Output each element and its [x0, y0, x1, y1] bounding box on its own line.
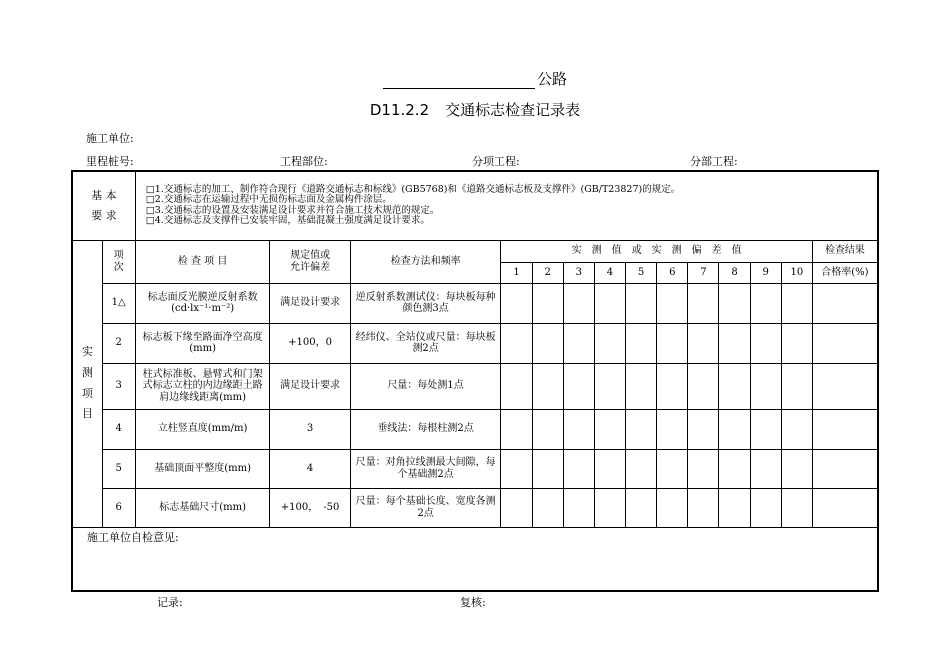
header-row-1	[72, 240, 878, 262]
road-suffix: 公路	[536, 70, 567, 88]
measured-value-cell[interactable]	[688, 323, 719, 363]
row-check-item: 柱式标准板、悬臂式和门架式标志立柱的内边缘距土路肩边缘线距离(mm)	[135, 363, 270, 409]
row-method: 逆反射系数测试仪：每块板每种颜色测3点	[350, 283, 501, 323]
measured-value-cell[interactable]	[501, 363, 532, 409]
col-header-result: 检查结果	[812, 240, 878, 262]
measured-value-cell[interactable]	[750, 449, 781, 488]
measured-value-cell[interactable]	[688, 283, 719, 323]
table-row	[72, 323, 878, 363]
self-check-opinion[interactable]: 施工单位自检意见:	[72, 527, 878, 591]
measured-value-cell[interactable]	[563, 409, 594, 449]
measured-value-cell[interactable]	[750, 363, 781, 409]
row-no: 2	[102, 323, 135, 363]
measured-value-cell[interactable]	[781, 363, 812, 409]
row-spec: 满足设计要求	[270, 363, 350, 409]
measured-value-cell[interactable]	[501, 488, 532, 527]
record-label: 记录:	[157, 596, 183, 609]
measured-value-cell[interactable]	[532, 283, 563, 323]
measured-value-cell[interactable]	[501, 283, 532, 323]
pass-rate-cell[interactable]	[812, 323, 878, 363]
measured-value-cell[interactable]	[750, 283, 781, 323]
col-header-pass-rate: 合格率(%)	[812, 262, 878, 283]
row-method: 尺量：每个基础长度、宽度各测2点	[350, 488, 501, 527]
pass-rate-cell[interactable]	[812, 283, 878, 323]
measure-number: 4	[594, 262, 625, 283]
pass-rate-cell[interactable]	[812, 488, 878, 527]
requirement-item[interactable]: □2.交通标志在运输过程中无损伤标志面及金属构件涂层。	[145, 194, 392, 206]
table-row	[72, 409, 878, 449]
form-code: D11.2.2	[369, 101, 430, 119]
measured-value-cell[interactable]	[719, 449, 750, 488]
measured-value-cell[interactable]	[532, 449, 563, 488]
row-spec: +100，0	[270, 323, 350, 363]
measured-value-cell[interactable]	[563, 488, 594, 527]
measured-value-cell[interactable]	[563, 323, 594, 363]
measured-value-cell[interactable]	[626, 323, 657, 363]
row-spec: 3	[270, 409, 350, 449]
table-row	[72, 488, 878, 527]
measured-value-cell[interactable]	[719, 363, 750, 409]
measured-value-cell[interactable]	[750, 488, 781, 527]
measured-value-cell[interactable]	[594, 283, 625, 323]
measure-number: 2	[532, 262, 563, 283]
section-label-measured-items: 实 测 项 目	[72, 240, 102, 527]
col-header-method: 检查方法和频率	[350, 240, 501, 283]
measure-number: 7	[688, 262, 719, 283]
opinion-row	[72, 527, 878, 591]
measured-value-cell[interactable]	[719, 409, 750, 449]
measure-number: 9	[750, 262, 781, 283]
measured-value-cell[interactable]	[532, 488, 563, 527]
row-no: 4	[102, 409, 135, 449]
row-check-item: 立柱竖直度(mm/m)	[135, 409, 270, 449]
measured-value-cell[interactable]	[594, 323, 625, 363]
col-header-item: 检 查 项 目	[135, 240, 270, 283]
measure-number: 5	[626, 262, 657, 283]
sub-item-label: 分项工程:	[472, 155, 520, 168]
col-header-no: 项 次	[102, 240, 135, 283]
measured-value-cell[interactable]	[657, 283, 688, 323]
inspection-table	[71, 170, 879, 592]
measured-value-cell[interactable]	[501, 449, 532, 488]
chainage-label: 里程桩号:	[86, 155, 134, 168]
measured-value-cell[interactable]	[781, 283, 812, 323]
measured-value-cell[interactable]	[719, 323, 750, 363]
row-no: 1△	[102, 283, 135, 323]
measured-value-cell[interactable]	[781, 488, 812, 527]
measured-value-cell[interactable]	[781, 409, 812, 449]
row-no: 6	[102, 488, 135, 527]
page-title	[0, 99, 950, 120]
measured-value-cell[interactable]	[781, 449, 812, 488]
requirement-item[interactable]: □4.交通标志及支撑件已安装牢固，基础混凝土强度满足设计要求。	[145, 215, 430, 227]
col-header-measured: 实 测 值 或 实 测 偏 差 值	[501, 240, 812, 262]
pass-rate-cell[interactable]	[812, 449, 878, 488]
measured-value-cell[interactable]	[688, 449, 719, 488]
row-method: 尺量：每处测1点	[350, 363, 501, 409]
measured-value-cell[interactable]	[626, 363, 657, 409]
basic-requirements-row	[72, 171, 878, 240]
measure-number: 10	[781, 262, 812, 283]
row-spec: 4	[270, 449, 350, 488]
measured-value-cell[interactable]	[719, 283, 750, 323]
measured-value-cell[interactable]	[532, 363, 563, 409]
pass-rate-cell[interactable]	[812, 363, 878, 409]
measured-value-cell[interactable]	[688, 409, 719, 449]
row-spec: 满足设计要求	[270, 283, 350, 323]
measured-value-cell[interactable]	[657, 449, 688, 488]
measured-value-cell[interactable]	[594, 488, 625, 527]
row-check-item: 标志面反光膜逆反射系数(cd·lx⁻¹·m⁻²)	[135, 283, 270, 323]
measured-value-cell[interactable]	[781, 323, 812, 363]
measure-number: 8	[719, 262, 750, 283]
row-spec: +100， -50	[270, 488, 350, 527]
row-method: 尺量：对角拉线测最大间隙，每个基础测2点	[350, 449, 501, 488]
measured-value-cell[interactable]	[532, 409, 563, 449]
measured-value-cell[interactable]	[594, 409, 625, 449]
measured-value-cell[interactable]	[657, 323, 688, 363]
road-name-blank[interactable]	[383, 72, 535, 89]
basic-requirements-label	[72, 171, 135, 240]
measured-value-cell[interactable]	[501, 323, 532, 363]
form-title: 交通标志检查记录表	[445, 101, 581, 119]
table-row	[72, 363, 878, 409]
measured-value-cell[interactable]	[626, 449, 657, 488]
requirement-item[interactable]: □3.交通标志的设置及安装满足设计要求并符合施工技术规范的规定。	[145, 204, 440, 216]
measured-value-cell[interactable]	[563, 449, 594, 488]
row-method: 垂线法：每根柱测2点	[350, 409, 501, 449]
measured-value-cell[interactable]	[501, 409, 532, 449]
measured-value-cell[interactable]	[657, 488, 688, 527]
review-label: 复核:	[460, 596, 486, 609]
basic-requirements-text	[135, 171, 878, 240]
measured-value-cell[interactable]	[594, 363, 625, 409]
measure-number: 1	[501, 262, 532, 283]
measured-value-cell[interactable]	[594, 449, 625, 488]
row-method: 经纬仪、全站仪或尺量：每块板测2点	[350, 323, 501, 363]
measured-value-cell[interactable]	[688, 488, 719, 527]
measure-number: 6	[657, 262, 688, 283]
measured-value-cell[interactable]	[563, 363, 594, 409]
construction-unit-label: 施工单位:	[86, 132, 134, 145]
measured-value-cell[interactable]	[532, 323, 563, 363]
road-name-line	[0, 68, 950, 89]
measured-value-cell[interactable]	[750, 323, 781, 363]
measured-value-cell[interactable]	[657, 363, 688, 409]
table-row	[72, 283, 878, 323]
table-row	[72, 449, 878, 488]
basic-label-line-1: 基 本	[91, 188, 117, 202]
measured-value-cell[interactable]	[657, 409, 688, 449]
measure-number: 3	[563, 262, 594, 283]
measured-value-cell[interactable]	[688, 363, 719, 409]
measured-value-cell[interactable]	[750, 409, 781, 449]
measured-value-cell[interactable]	[626, 283, 657, 323]
col-header-spec: 规定值或 允许偏差	[270, 240, 350, 283]
row-check-item: 标志基础尺寸(mm)	[135, 488, 270, 527]
basic-label-line-2: 要 求	[91, 208, 117, 222]
measured-value-cell[interactable]	[626, 488, 657, 527]
measured-value-cell[interactable]	[719, 488, 750, 527]
pass-rate-cell[interactable]	[812, 409, 878, 449]
measured-value-cell[interactable]	[626, 409, 657, 449]
row-no: 3	[102, 363, 135, 409]
measured-value-cell[interactable]	[563, 283, 594, 323]
division-label: 分部工程:	[690, 155, 738, 168]
requirement-item[interactable]: □1.交通标志的加工、制作符合现行《道路交通标志和标线》(GB5768)和《道路交通标志板及支撑件》(GB/T23827)的规定。	[145, 183, 681, 195]
row-check-item: 基础顶面平整度(mm)	[135, 449, 270, 488]
row-check-item: 标志板下缘至路面净空高度(mm)	[135, 323, 270, 363]
row-no: 5	[102, 449, 135, 488]
project-part-label: 工程部位:	[280, 155, 328, 168]
